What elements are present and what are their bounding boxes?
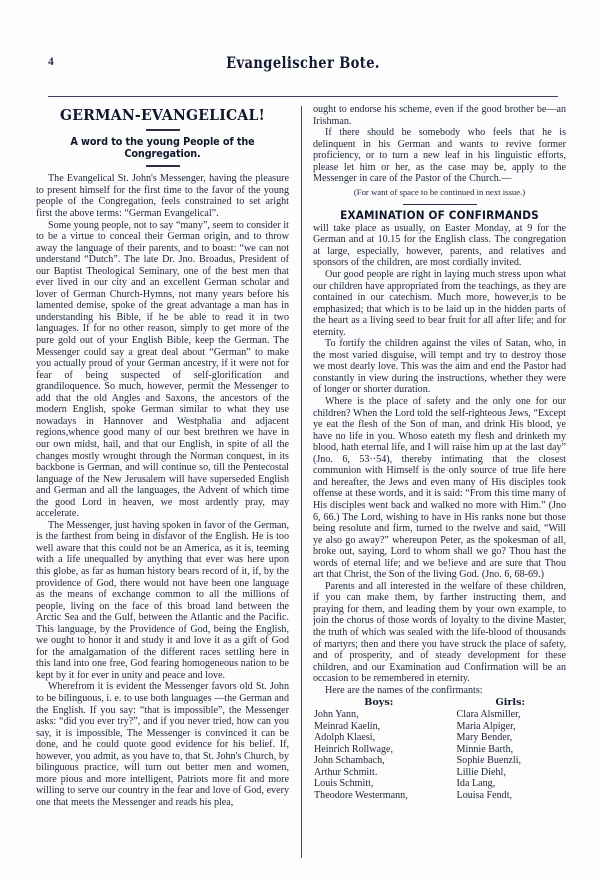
article-subtitle: A word to the young People of the Congregation.	[70, 136, 255, 160]
table-row	[313, 755, 566, 767]
paragraph: The Evangelical St. John's Messenger, having the pleasure to present himself for the first time to the favor of the young people of the Congregation, feels constrained to set aright first the above terms: “German Evangelical”.	[36, 173, 289, 220]
paragraph: Some young people, not to say “many”, seem to consider it to be a virtue to conceal their German origin, and to throw away the language of their parents, and to boast: “we can not understand “Dutch”. The late Dr. Jno. Broadus, President of our Baptist Theological Seminary, one of the best men that ever lived in our city and an excellent German scholar and lover of German Church-Hymns, not many years before his lamented demise, spoke of the great advantage a man has in understanding his Bible, if he be able to read it in two languages. If for no other reason, simply to get more of the pure gold out of your English Bible, keep the German. The Messenger could say a great deal about “German” to make you actually proud of your German ancestry, if it were not for fear of being suspected of self-glorification and grandiloquence. So much, however, permit the Messenger to add that the old Angles and Saxons, the ancestors of the modern English, spoke German similar to what they use nowadays in Hannover and Westphalia and adjacent regions,whence good many of our best brethren we have in our own midst, hail, and that our English, in spite of all the changes mostly wrought through the Norman conquest, in its backbone is German, and will continue so, till the Pentecostal language of the New Jerusalem will have superseded English and German and all the languages, the Advent of which time the good Lord in heaven, we most ardently pray, may accelerate.	[36, 219, 289, 520]
paragraph: Parents and all interested in the welfare of these children, if you can make them, by farther instructing them, and praying for them, and leading them by your own example, to join the chorus of those words of loyalty to the divine Master, the truth of which was sealed with the life-blood of thousands of martyrs; then and there you have struck the place of safety, and of prosperity, and of steady development for these children, and our Examination aud Confirmation will be an occasion to be remembered in eternity.	[313, 580, 566, 685]
paragraph: Wherefrom it is evident the Messenger favors old St. John to be bilinguous, i. e. to use both languages —the German and the English. If you say: “that is impossible”, the Messenger asks: “did you ever try?”, and if you never tried, how can you say, it is impossible, The Messenger is convinced it can be done, and he could quote good evidence for his belief. If, however, you admit, as you have to, that St. John's Church, by bilinguous practice, will turn out better men and women, more pious and more intelligent, Patriots more fit and more willing to serve our country in the fear and love of God, every one that meets the Messenger and reads his plea,	[36, 681, 289, 808]
table-header-row	[313, 697, 566, 709]
girl-name: Clara Alsmiller,	[456, 709, 521, 721]
paragraph: Here are the names of the confirmants:	[325, 684, 483, 696]
paragraph: If there should be somebody who feels that he is delinquent in his German and wants to revive former proficiency, or to turn a new leaf in his linguistic efforts, please let him or her, as the case may be, apply to the Messenger in care of the Pastor of the Church.—	[313, 127, 566, 185]
running-head	[48, 53, 558, 76]
paragraph: To fortify the children against the viles of Satan, who, in the most varied disguise, will tempt and try to destroy those we most dearly love. This was the aim and end the Pastor had constantly in view during the instructions, whether they were of longer or shorter duration.	[313, 338, 566, 396]
table-row	[313, 744, 566, 756]
column-header-girls: Girls:	[495, 697, 526, 709]
paragraph: will take place as usually, on Easter Monday, at 9 for the German and at 10.15 for the English class. The congregation at large, especially, however, parents, and relatives and sponsors of the children, are most cordially invited.	[313, 222, 566, 269]
girl-name: Maria Alpiger,	[456, 720, 516, 732]
page-number: 4	[48, 56, 54, 68]
masthead-title: Evangelischer Bote.	[226, 53, 380, 72]
girl-name: Louisa Fendt,	[456, 789, 513, 801]
column-divider	[301, 106, 302, 858]
girl-name: Sophie Buenzli,	[456, 755, 522, 767]
paragraph: ought to endorse his scheme, even if the good brother be—an Irishman.	[313, 104, 566, 127]
table-row	[313, 709, 566, 721]
paragraph: Where is the place of safety and the only one for our children? When the Lord told the self-righteous Jews, “Except ye eat the flesh of the Son of man, and drink His blood, ye have no life in you. Whoso eateth my flesh and drinketh my blood, hath eternal life, and I will raise him up at the last day” (Jno. 6, 53··54), thereby intimating that the closest communion with Himself is the only source of true life here and hereafter, the Jews and even many of His disciples took offense at these words, and it is said: “From this time many of His disciples went back and walked no more with Him.” (Jno 6, 66.) The Lord, wishing to have in His ranks none but those being resolute and firm, turned to the twelve and said, “Will ye also go away?” whereupon Peter, as the spokesman of all, broke out, saying, Lord to whom shall we go? Thou hast the words of eternal life; and we be!ieve and are sure that Thou art that Christ, the Son of the living God. (Jno. 6, 68-69.)	[313, 396, 566, 581]
boy-name: Theodore Westermann,	[314, 789, 408, 801]
girl-name: Mary Bender,	[456, 732, 513, 744]
confirmants-table	[313, 697, 566, 801]
left-column	[36, 104, 289, 864]
editorial-note: (For want of space to be continued in next issue.)	[353, 186, 526, 197]
boy-name: Arthur Schmitt.	[314, 766, 378, 778]
confirmants-body	[313, 709, 566, 801]
table-row	[313, 732, 566, 744]
boy-name: John Schambach,	[314, 755, 385, 767]
column-header-boys: Boys:	[364, 697, 394, 709]
table-row	[313, 767, 566, 779]
boy-name: John Yann,	[314, 709, 359, 721]
boy-name: Heinrich Rollwage,	[314, 743, 394, 755]
article-columns	[34, 104, 568, 864]
girl-name: Minnie Barth,	[456, 743, 514, 755]
header-rule	[48, 96, 558, 97]
table-row	[313, 790, 566, 802]
table-row	[313, 778, 566, 790]
section-ornament	[403, 204, 477, 205]
boy-name: Meinrad Kaelin,	[314, 720, 381, 732]
title-ornament	[146, 129, 180, 131]
subtitle-ornament	[146, 165, 180, 167]
table-row	[313, 721, 566, 733]
boy-name: Adolph Klaesi,	[314, 732, 376, 744]
right-column	[313, 104, 566, 864]
section-title: EXAMINATION OF CONFIRMANDS	[340, 207, 539, 222]
paragraph: The Messenger, just having spoken in favor of the German, is the farthest from being in disfavor of the English. He is too well aware that this could not be an America, as it is, teeming with a life unequalled by anything that ever was here upon this globe, as far as human history bears record of it, if, by the providence of God, there would not have been one language as the means of exchange common to all the millions of people, living on the face of this broad land between the Arctic Sea and the Gulf, between the Atlantic and the Pacific. This language, by the Providence of God, being the English, we ought to honor it and study it and love it as a gift of God for the amalgamation of the different races settling here in this land into one free, God fearing homogeneous nation to be kept by it for ever in unity and peace and love.	[36, 519, 289, 681]
article-title: GERMAN-EVANGELICAL!	[60, 107, 265, 124]
paragraph: Our good people are right in laying much stress upon what our children have appropriated from the teachings, as they are contained in our catechism. Much more, however,is to be emphasized; that which is to be laid up in the hidden parts of the heart as a living seed to bear fruit for all after life; and for eternity.	[313, 269, 566, 338]
girl-name: Lillie Diehl,	[456, 766, 506, 778]
boy-name: Louis Schmitt,	[314, 778, 374, 790]
girl-name: Ida Lang,	[456, 778, 496, 790]
